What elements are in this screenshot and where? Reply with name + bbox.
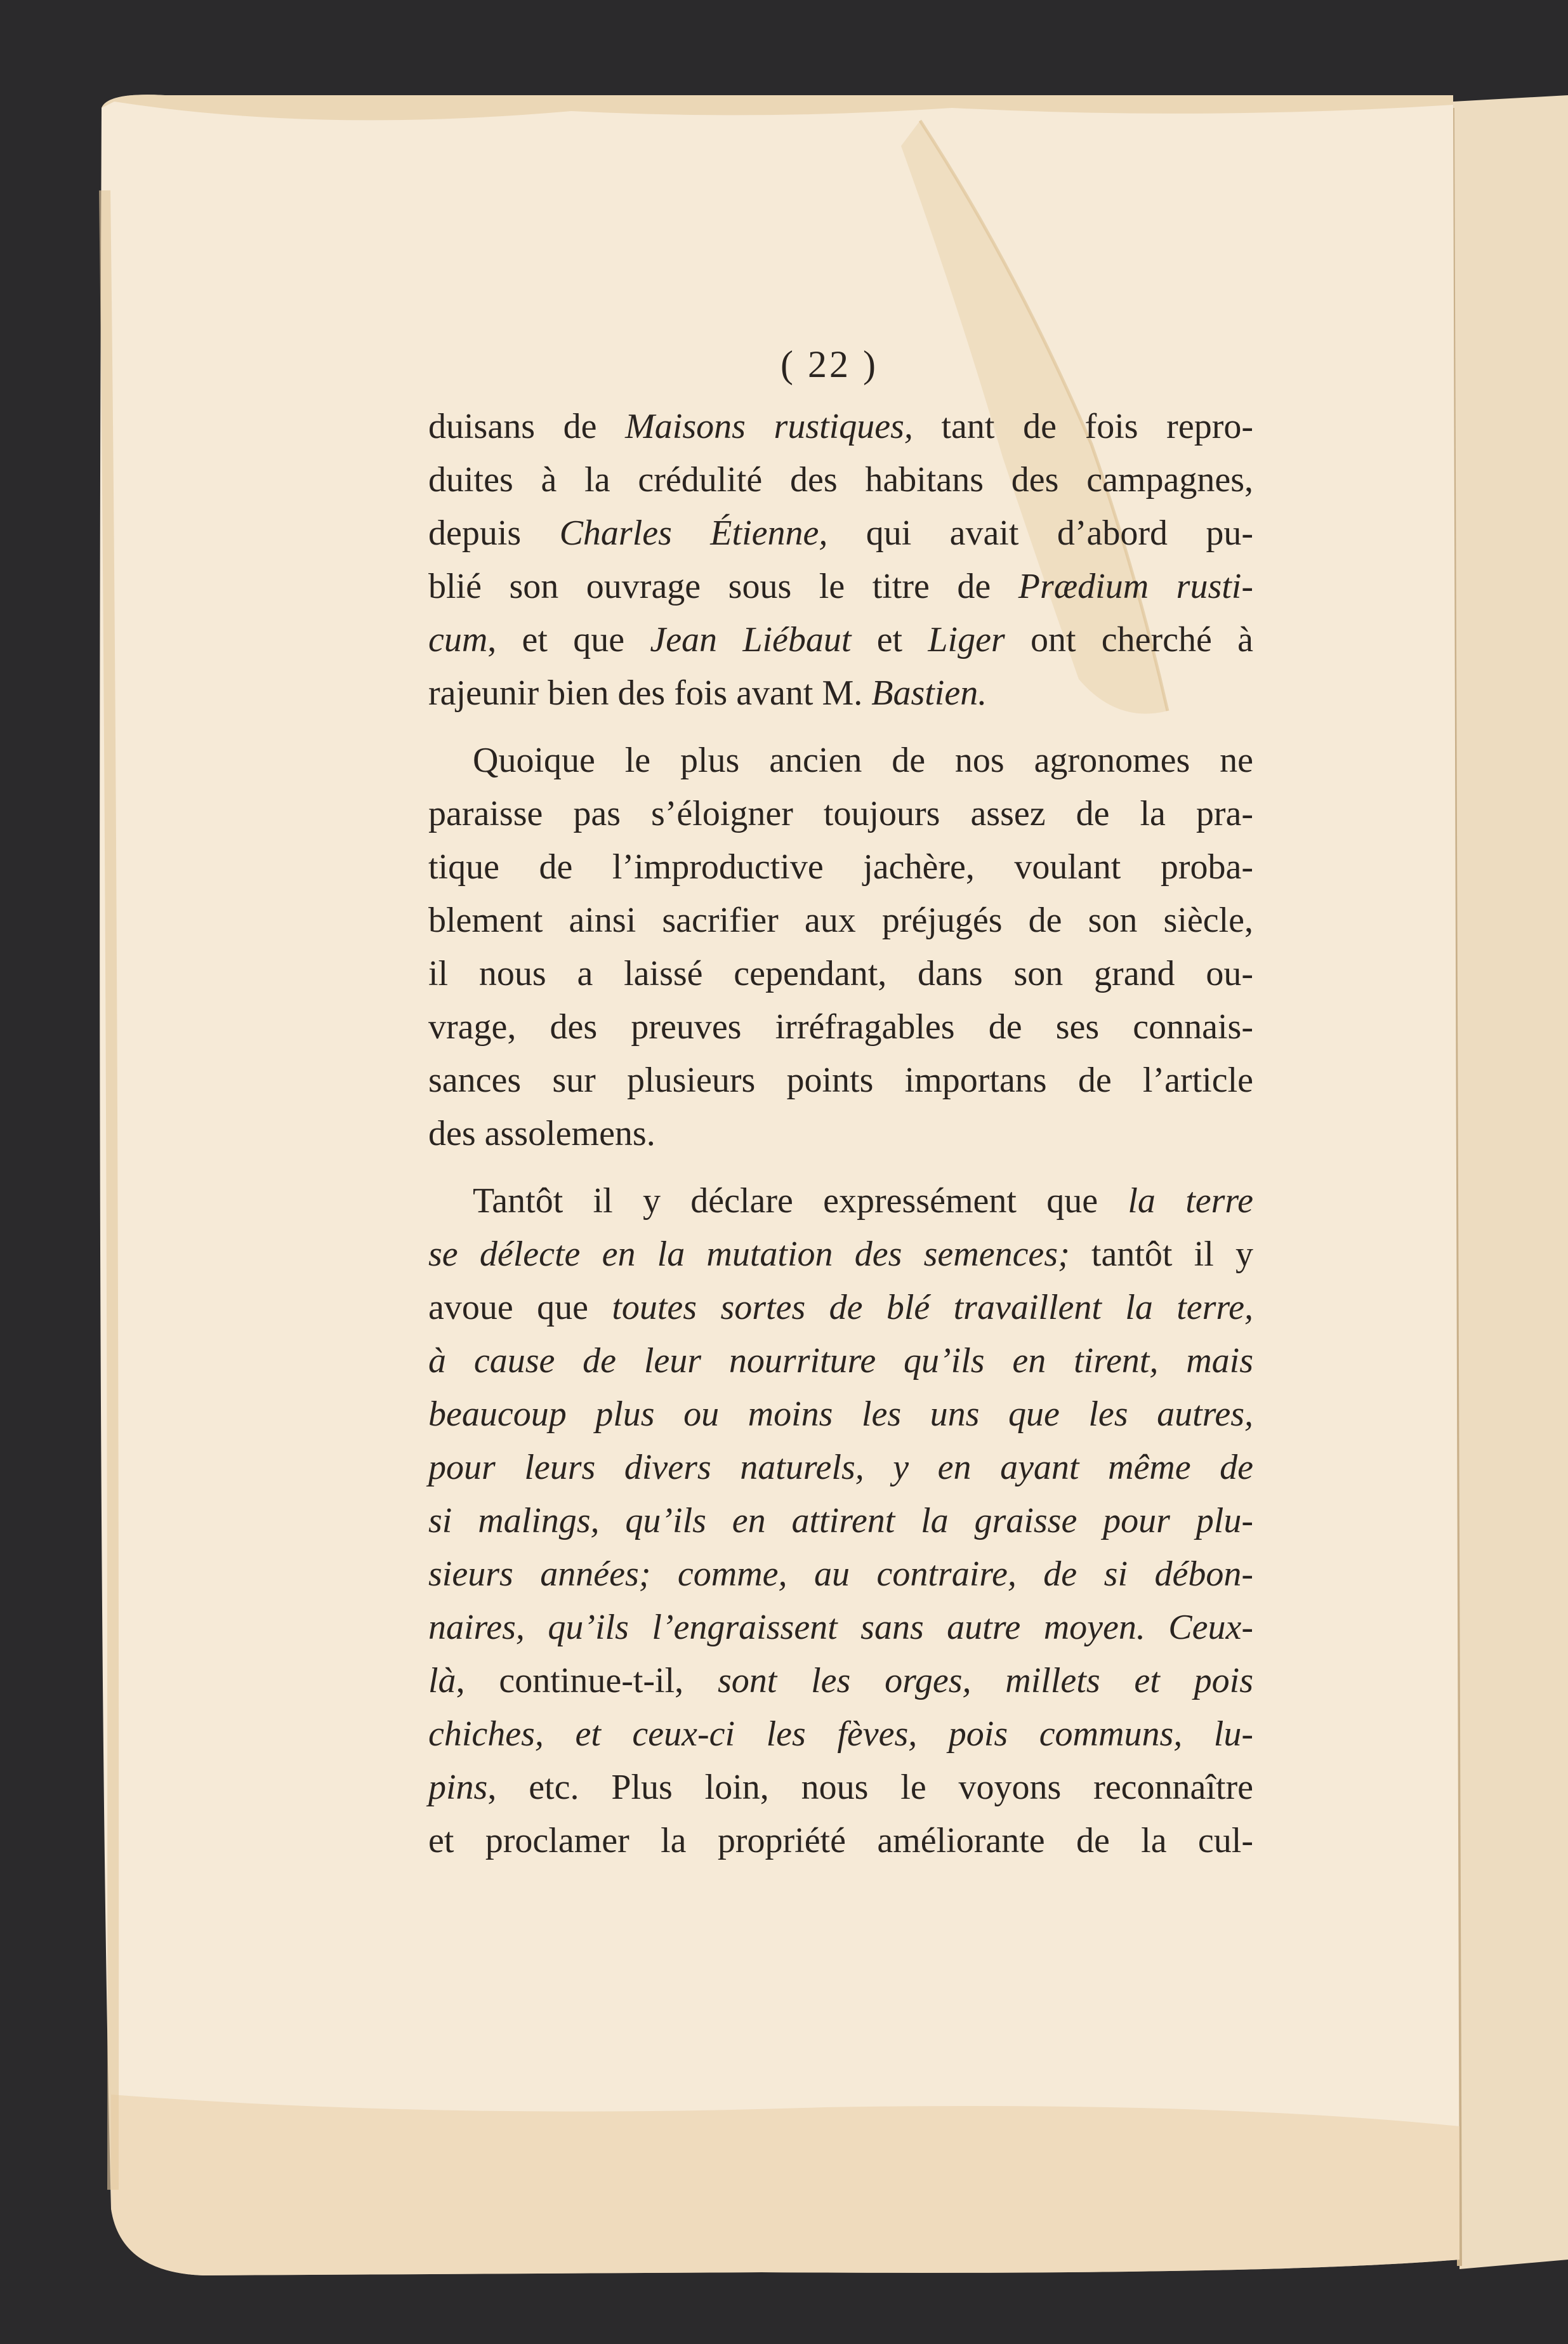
italic-text: si malings, qu’ils en attirent la graisse pour plu-: [428, 1501, 1253, 1540]
page-number: ( 22 ): [781, 343, 878, 385]
text-segment: rajeunir bien des fois avant M.: [428, 673, 872, 713]
italic-text: pins: [428, 1768, 488, 1807]
italic-text: sieurs années; comme, au contraire, de si débon-: [428, 1554, 1253, 1594]
text-line: [428, 1654, 1253, 1707]
text-line: [428, 947, 1253, 1000]
text-line: [428, 1174, 1253, 1228]
italic-text: toutes sortes de blé travaillent la terre,: [612, 1288, 1253, 1327]
text-line: [428, 894, 1253, 947]
text-line: [428, 1387, 1253, 1441]
text-segment: avoue que: [428, 1288, 612, 1327]
italic-text: naires, qu’ils l’engraissent sans autre moyen. Ceux-: [428, 1608, 1253, 1647]
text-segment: des assolemens.: [428, 1114, 656, 1153]
text-segment: et proclamer la propriété améliorante de la cul-: [428, 1821, 1253, 1860]
text-line: [428, 666, 1253, 720]
text-segment: duites à la crédulité des habitans des campagnes,: [428, 460, 1253, 500]
text-segment: blié son ouvrage sous le titre de: [428, 567, 1018, 606]
text-line: [428, 1814, 1253, 1867]
text-line: [428, 613, 1253, 666]
text-segment: vrage, des preuves irréfragables de ses connais-: [428, 1007, 1253, 1047]
italic-text: Liger: [928, 620, 1005, 659]
italic-text: Jean Liébaut: [650, 620, 852, 659]
text-segment: , etc. Plus loin, nous le voyons reconnaître: [487, 1768, 1253, 1807]
text-line: [428, 1601, 1253, 1654]
italic-text: Maisons rustiques,: [625, 407, 913, 446]
text-segment: sances sur plusieurs points importans de l’article: [428, 1061, 1253, 1100]
text-line: [428, 453, 1253, 507]
italic-text: la terre: [1128, 1181, 1253, 1221]
facing-page-edge: [1453, 95, 1568, 2269]
text-line: [428, 840, 1253, 894]
text-line: [428, 1228, 1253, 1281]
text-segment: Tantôt il y déclare expressément que: [473, 1181, 1128, 1221]
italic-text: Charles Étienne,: [559, 513, 828, 553]
text-line: [428, 1000, 1253, 1054]
paragraph-gap: [428, 720, 1253, 734]
body-text: [428, 400, 1253, 1867]
text-line: [428, 400, 1253, 453]
text-line: [428, 1281, 1253, 1334]
text-segment: qui avait d’abord pu-: [827, 513, 1253, 553]
text-line: [428, 1334, 1253, 1387]
italic-text: là: [428, 1661, 456, 1700]
text-line: [428, 507, 1253, 560]
text-segment: et: [851, 620, 928, 659]
text-segment: duisans de: [428, 407, 626, 446]
text-segment: depuis: [428, 513, 560, 553]
italic-text: cum: [428, 620, 488, 659]
text-segment: il nous a laissé cependant, dans son grand ou-: [428, 954, 1253, 993]
text-line: [428, 1107, 1253, 1160]
text-segment: , et que: [487, 620, 650, 659]
text-line: [428, 734, 1253, 787]
italic-text: Bastien.: [871, 673, 987, 713]
text-line: [428, 787, 1253, 840]
text-line: [428, 1547, 1253, 1601]
text-line: [428, 1054, 1253, 1107]
aged-bottom-band: [111, 2095, 1459, 2275]
italic-text: sont les orges, millets et pois: [717, 1661, 1253, 1700]
text-line: [428, 1494, 1253, 1547]
text-segment: ont cherché à: [1005, 620, 1253, 659]
italic-text: pour leurs divers naturels, y en ayant même de: [428, 1448, 1253, 1487]
paragraph-gap: [428, 1160, 1253, 1174]
italic-text: à cause de leur nourriture qu’ils en tirent, mais: [428, 1341, 1253, 1381]
text-segment: tantôt il y: [1069, 1235, 1253, 1274]
text-segment: tique de l’improductive jachère, voulant proba-: [428, 847, 1253, 887]
italic-text: se délecte en la mutation des semences;: [428, 1235, 1070, 1274]
text-segment: paraisse pas s’éloigner toujours assez de la pra-: [428, 794, 1253, 833]
text-line: [428, 1441, 1253, 1494]
text-line: [428, 560, 1253, 613]
text-segment: blement ainsi sacrifier aux préjugés de son siècle,: [428, 901, 1253, 940]
text-segment: , continue-t-il,: [456, 1661, 718, 1700]
text-segment: tant de fois repro-: [912, 407, 1253, 446]
italic-text: chiches, et ceux-ci les fèves, pois communs, lu-: [428, 1714, 1253, 1754]
text-line: [428, 1761, 1253, 1814]
text-line: [428, 1707, 1253, 1761]
italic-text: beaucoup plus ou moins les uns que les autres,: [428, 1394, 1253, 1434]
text-segment: Quoique le plus ancien de nos agronomes ne: [473, 741, 1253, 780]
italic-text: Prædium rusti-: [1018, 567, 1253, 606]
